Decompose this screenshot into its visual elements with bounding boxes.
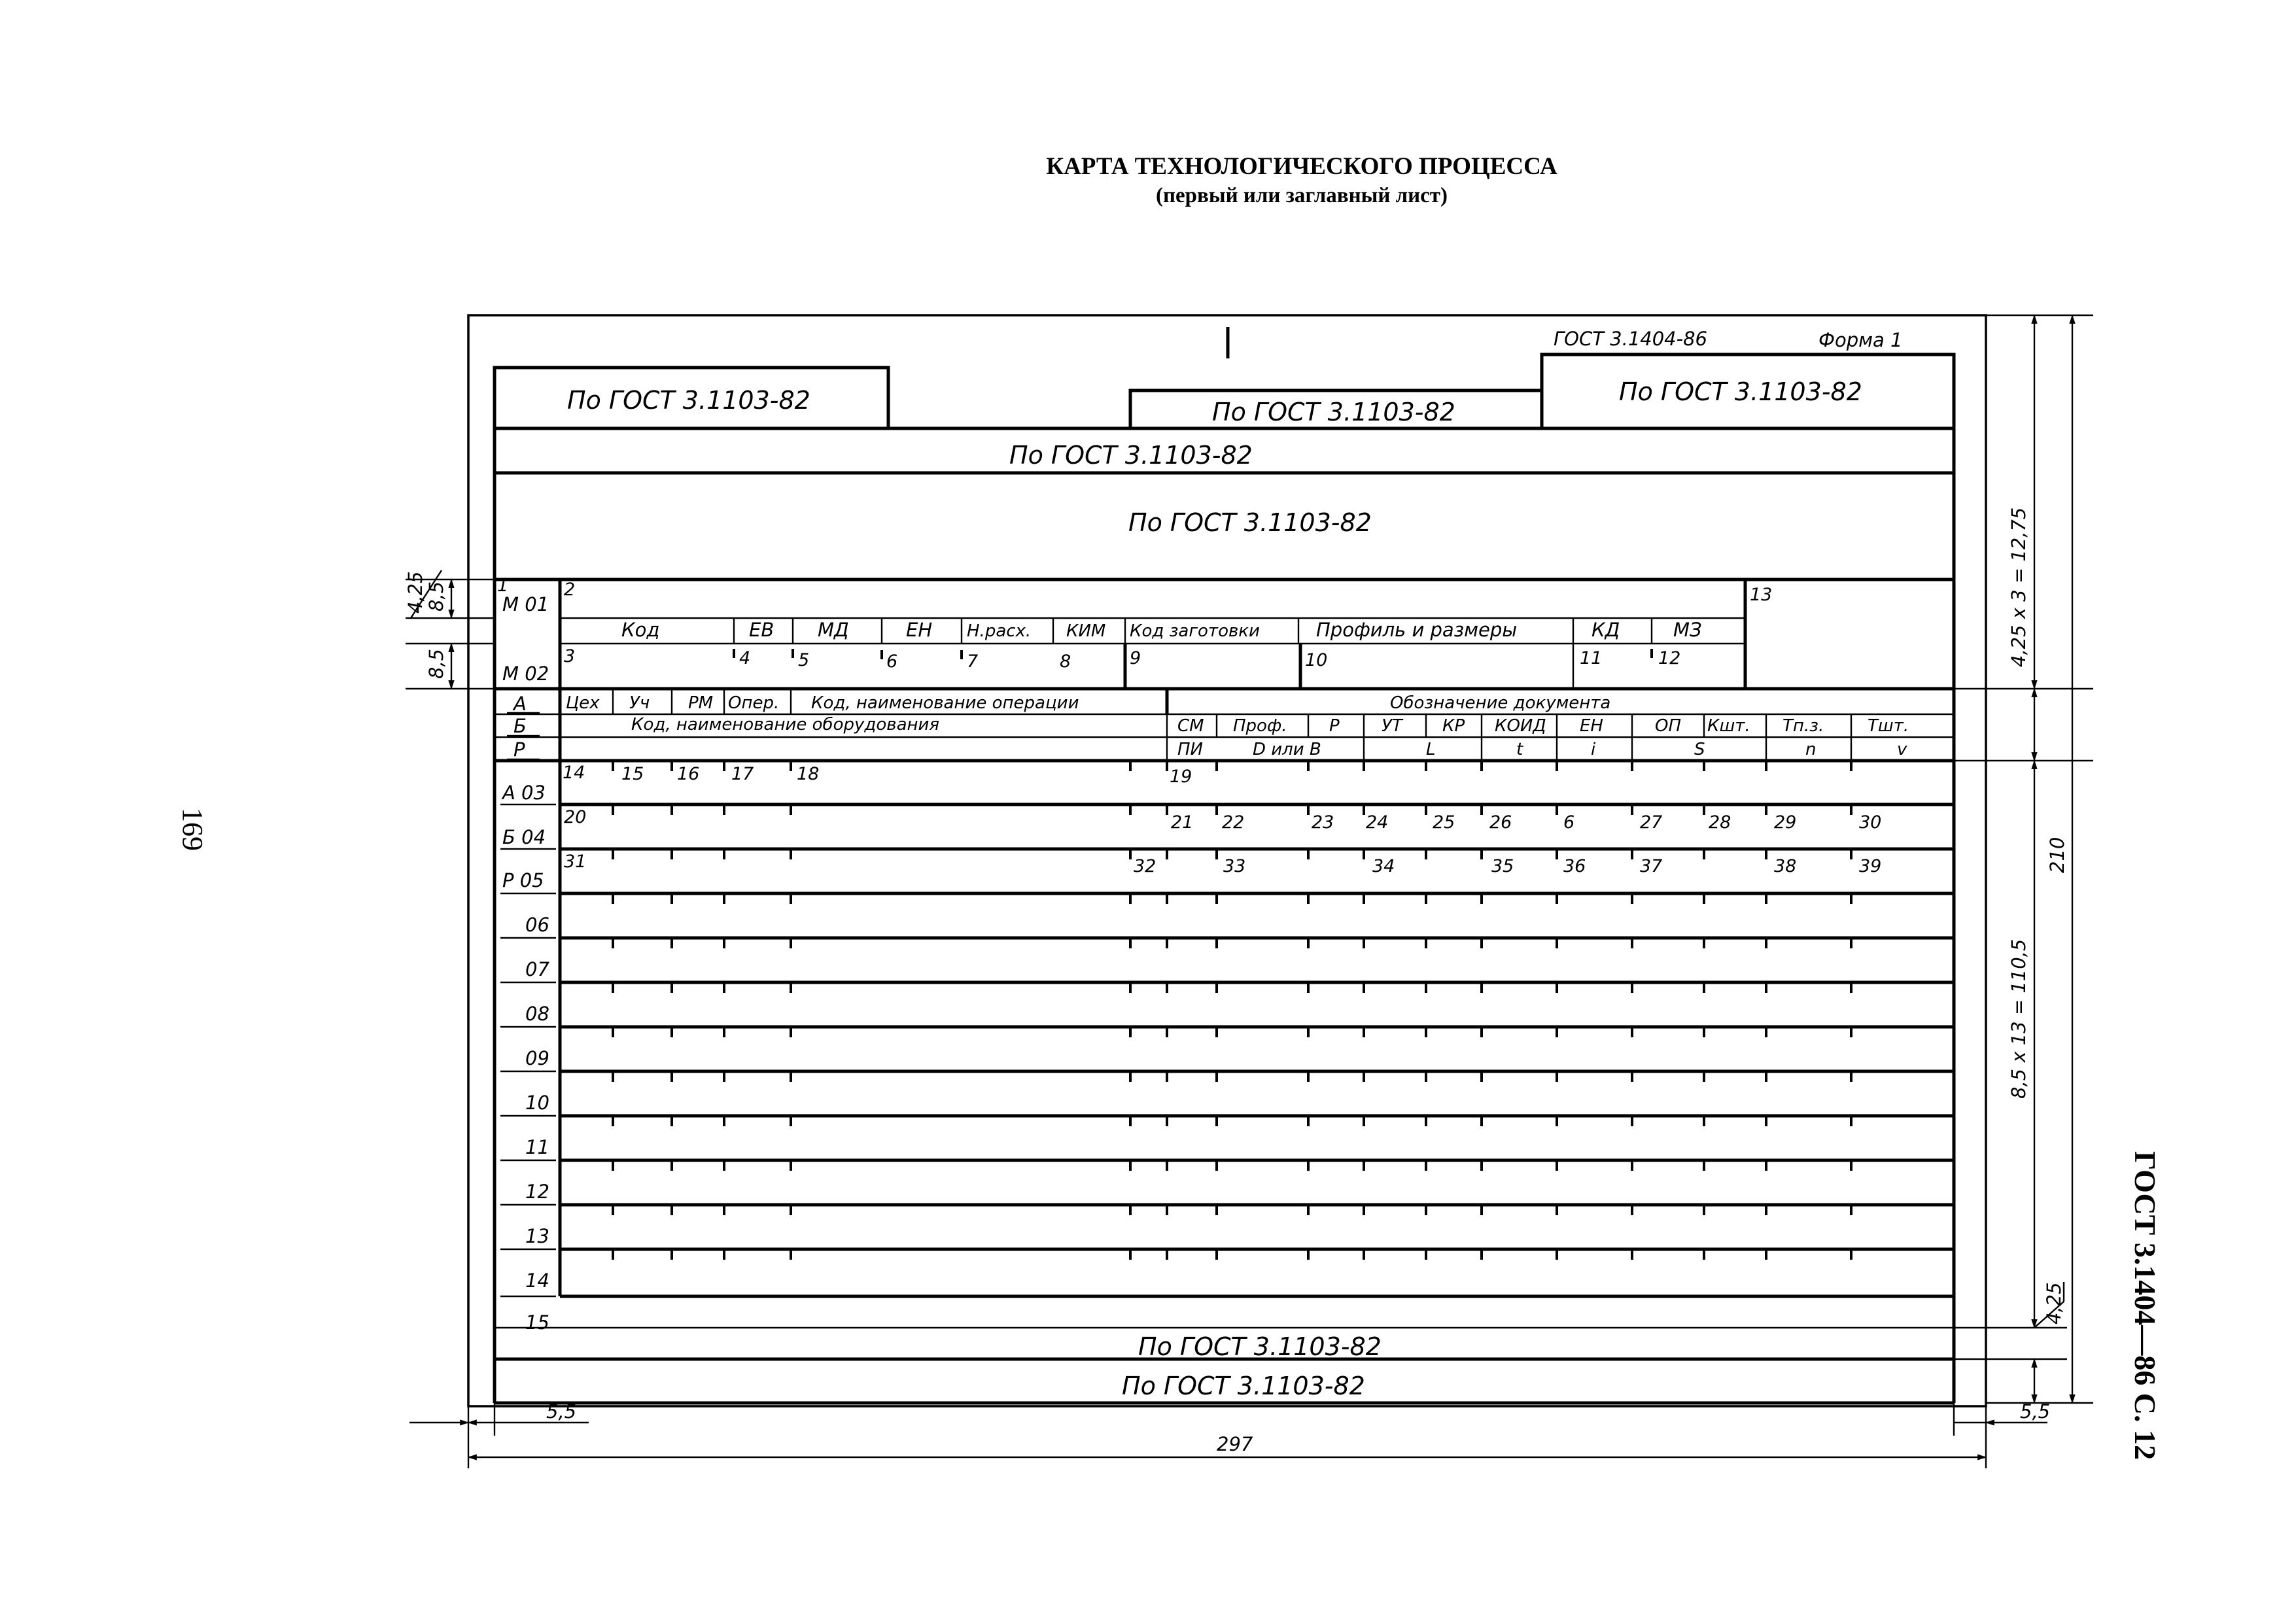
field-5: 5 bbox=[798, 650, 810, 670]
field-25: 25 bbox=[1433, 812, 1455, 833]
field-2: 2 bbox=[564, 579, 576, 600]
header-s: S bbox=[1694, 740, 1705, 759]
header-kod-zag: Код заготовки bbox=[1130, 621, 1260, 641]
field-12: 12 bbox=[1658, 648, 1681, 668]
row-label-15: 15 bbox=[525, 1311, 549, 1334]
header-kod-oper: Код, наименование операции bbox=[811, 693, 1079, 713]
gost-standard-label: ГОСТ 3.1404-86 bbox=[1554, 328, 1708, 350]
field-18: 18 bbox=[797, 764, 820, 784]
row-label-11: 11 bbox=[525, 1136, 549, 1158]
header-ev: ЕВ bbox=[749, 619, 774, 641]
header-profil: Профиль и размеры bbox=[1316, 619, 1518, 641]
row-label-12: 12 bbox=[525, 1181, 549, 1203]
row-label-09: 09 bbox=[525, 1047, 549, 1069]
dim-8-5-b: 8,5 bbox=[425, 648, 447, 679]
row-label-b04: Б 04 bbox=[502, 826, 546, 848]
header-kod: Код bbox=[621, 619, 660, 641]
header-t: t bbox=[1516, 740, 1523, 759]
field-34: 34 bbox=[1372, 856, 1395, 876]
ref-top-right: По ГОСТ 3.1103-82 bbox=[1619, 377, 1862, 406]
field-8: 8 bbox=[1060, 651, 1071, 672]
field-20: 20 bbox=[564, 807, 587, 827]
row-label-r05: Р 05 bbox=[502, 869, 544, 891]
header-ceh: Цех bbox=[566, 693, 600, 713]
field-36: 36 bbox=[1563, 856, 1586, 876]
field-15: 15 bbox=[621, 764, 644, 784]
field-4: 4 bbox=[739, 648, 751, 668]
row-label-14: 14 bbox=[525, 1270, 549, 1292]
row-label-10: 10 bbox=[525, 1092, 549, 1114]
field-17: 17 bbox=[731, 764, 754, 784]
data-row-lines bbox=[495, 804, 1954, 1403]
header-ut: УТ bbox=[1382, 716, 1402, 736]
ref-bottom-2: По ГОСТ 3.1103-82 bbox=[1122, 1372, 1365, 1400]
header-r: Р bbox=[1329, 716, 1340, 736]
field-23: 23 bbox=[1312, 812, 1334, 833]
field-10: 10 bbox=[1305, 650, 1328, 670]
header-en-b: ЕН bbox=[1580, 716, 1603, 736]
header-oper: Опер. bbox=[728, 693, 780, 713]
field-7: 7 bbox=[967, 651, 979, 672]
header-kr: КР bbox=[1442, 716, 1465, 736]
header-tpz: Тп.з. bbox=[1783, 716, 1824, 736]
row-label-08: 08 bbox=[525, 1003, 549, 1025]
row-label-m01: М 01 bbox=[502, 593, 549, 615]
field-27: 27 bbox=[1640, 812, 1663, 833]
document-subtitle: (первый или заглавный лист) bbox=[1156, 184, 1448, 207]
header-pi: ПИ bbox=[1177, 740, 1203, 759]
header-i: i bbox=[1591, 740, 1596, 759]
header-kim: КИМ bbox=[1066, 621, 1106, 641]
dim-8-5-a: 8,5 bbox=[425, 581, 447, 612]
left-dimensions bbox=[404, 570, 495, 689]
page-number: 169 bbox=[177, 808, 209, 851]
dim-right-bottom: 4,25 bbox=[2043, 1282, 2065, 1324]
gost-side-label: ГОСТ 3.1404—86 С. 12 bbox=[2129, 1151, 2162, 1460]
field-3: 3 bbox=[564, 646, 576, 666]
field-14: 14 bbox=[563, 763, 585, 783]
column-tick-marks bbox=[613, 761, 1851, 1260]
row-label-06: 06 bbox=[525, 914, 549, 936]
field-6b: 6 bbox=[1563, 812, 1575, 833]
row-label-r: Р bbox=[513, 738, 525, 761]
header-tsht: Тшт. bbox=[1868, 716, 1909, 736]
right-dimensions bbox=[1954, 315, 2093, 1403]
field-24: 24 bbox=[1366, 812, 1389, 833]
header-kst: Кшт. bbox=[1707, 716, 1750, 736]
row-label-b: Б bbox=[513, 715, 527, 737]
form-label: Форма 1 bbox=[1818, 329, 1903, 351]
header-rm: РМ bbox=[688, 693, 714, 713]
dim-right-total: 210 bbox=[2046, 837, 2068, 873]
header-v: v bbox=[1897, 740, 1907, 759]
field-9: 9 bbox=[1130, 648, 1141, 668]
header-en: ЕН bbox=[906, 619, 933, 641]
header-nrash: Н.расх. bbox=[967, 621, 1032, 641]
field-28: 28 bbox=[1709, 812, 1731, 833]
field-11: 11 bbox=[1580, 648, 1603, 668]
field-35: 35 bbox=[1491, 856, 1514, 876]
dim-right-margin: 5,5 bbox=[2020, 1400, 2051, 1423]
header-op: ОП bbox=[1655, 716, 1682, 736]
header-kod-obor: Код, наименование оборудования bbox=[631, 715, 940, 734]
header-d-or-b: D или B bbox=[1253, 740, 1321, 759]
dim-width: 297 bbox=[1217, 1433, 1253, 1455]
row-label-a: А bbox=[513, 693, 527, 715]
dim-left-margin: 5,5 bbox=[546, 1400, 577, 1423]
field-32: 32 bbox=[1134, 856, 1157, 876]
field-29: 29 bbox=[1774, 812, 1797, 833]
header-l: L bbox=[1426, 740, 1436, 759]
field-33: 33 bbox=[1223, 856, 1246, 876]
field-6: 6 bbox=[886, 651, 898, 672]
field-13: 13 bbox=[1750, 585, 1773, 605]
dim-right-mid: 8,5 x 13 = 110,5 bbox=[2008, 939, 2030, 1099]
field-26: 26 bbox=[1489, 812, 1512, 833]
field-19: 19 bbox=[1170, 767, 1192, 787]
ref-row-3: По ГОСТ 3.1103-82 bbox=[1128, 508, 1372, 537]
row-label-m02: М 02 bbox=[502, 663, 549, 685]
ref-bottom-1: По ГОСТ 3.1103-82 bbox=[1138, 1332, 1382, 1361]
bottom-dimensions bbox=[409, 1400, 2050, 1468]
row-label-07: 07 bbox=[525, 958, 549, 980]
header-md: МД bbox=[818, 619, 849, 641]
ref-top-left: По ГОСТ 3.1103-82 bbox=[567, 386, 810, 415]
field-16: 16 bbox=[677, 764, 700, 784]
row-label-a03: А 03 bbox=[502, 782, 546, 804]
header-oboz-doc: Обозначение документа bbox=[1390, 693, 1611, 713]
field-1: 1 bbox=[497, 576, 509, 596]
document-title: КАРТА ТЕХНОЛОГИЧЕСКОГО ПРОЦЕССА bbox=[1046, 153, 1557, 180]
field-38: 38 bbox=[1774, 856, 1797, 876]
header-prof: Проф. bbox=[1233, 716, 1287, 736]
row-label-13: 13 bbox=[525, 1225, 549, 1247]
field-39: 39 bbox=[1859, 856, 1882, 876]
field-22: 22 bbox=[1222, 812, 1245, 833]
header-mz: МЗ bbox=[1673, 619, 1702, 641]
header-n: n bbox=[1805, 740, 1817, 759]
field-21: 21 bbox=[1171, 812, 1194, 833]
header-uch: Уч bbox=[629, 693, 650, 713]
ref-row-2: По ГОСТ 3.1103-82 bbox=[1009, 441, 1253, 470]
header-koid: КОИД bbox=[1495, 716, 1546, 736]
field-31: 31 bbox=[564, 852, 587, 872]
field-37: 37 bbox=[1640, 856, 1663, 876]
header-kd: КД bbox=[1592, 619, 1620, 641]
header-sm: СМ bbox=[1177, 716, 1204, 736]
dim-right-top: 4,25 x 3 = 12,75 bbox=[2008, 507, 2030, 667]
dim-4-25: 4,25 bbox=[404, 571, 426, 613]
ref-top-middle: По ГОСТ 3.1103-82 bbox=[1212, 398, 1455, 426]
field-30: 30 bbox=[1859, 812, 1882, 833]
